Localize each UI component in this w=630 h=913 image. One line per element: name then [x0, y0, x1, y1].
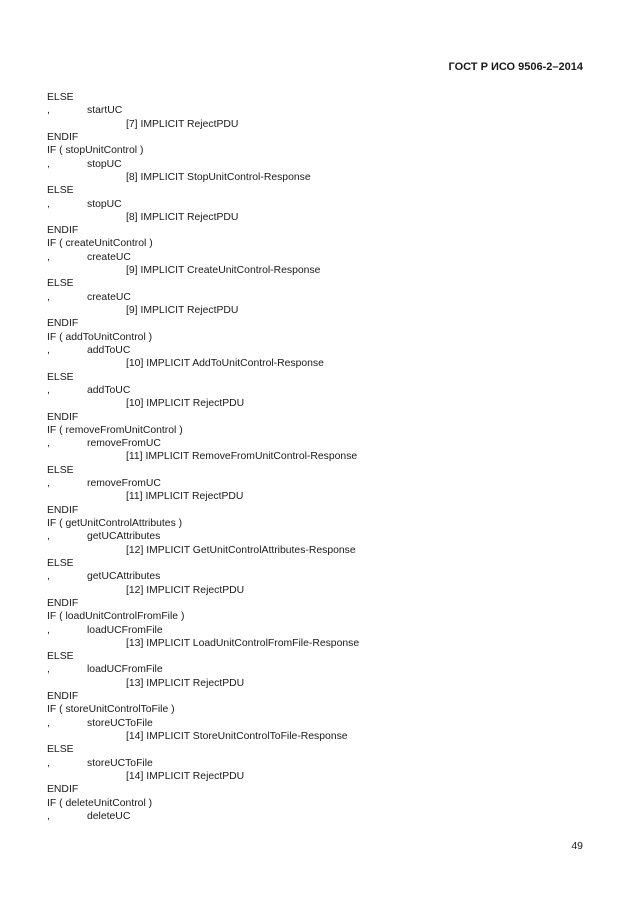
code-text: [9] IMPLICIT CreateUnitControl-Response: [126, 265, 321, 277]
code-text: IF ( storeUnitControlToFile ): [47, 704, 175, 716]
standard-header: ГОСТ Р ИСО 9506-2–2014: [448, 61, 583, 73]
code-line: [47, 198, 587, 211]
code-line: [47, 677, 587, 690]
code-text: getUCAttributes: [87, 571, 161, 583]
code-line: [47, 237, 587, 250]
code-text: [8] IMPLICIT StopUnitControl-Response: [126, 171, 311, 183]
code-line: [47, 703, 587, 716]
code-line: [47, 557, 587, 570]
code-text: [14] IMPLICIT RejectPDU: [126, 770, 245, 782]
code-text: deleteUC: [87, 810, 131, 822]
code-text: [13] IMPLICIT RejectPDU: [126, 677, 245, 689]
code-line: [47, 450, 587, 463]
separator-comma: ,: [47, 478, 50, 490]
code-text: ELSE: [47, 744, 74, 756]
code-text: [8] IMPLICIT RejectPDU: [126, 211, 239, 223]
code-line: [47, 397, 587, 410]
code-text: [10] IMPLICIT RejectPDU: [126, 398, 245, 410]
code-text: ENDIF: [47, 318, 79, 330]
code-line: [47, 304, 587, 317]
code-text: IF ( createUnitControl ): [47, 238, 153, 250]
code-line: [47, 424, 587, 437]
code-line: [47, 317, 587, 330]
code-text: removeFromUC: [87, 478, 161, 490]
page-number: 49: [571, 840, 583, 852]
code-line: [47, 597, 587, 610]
code-text: [9] IMPLICIT RejectPDU: [126, 305, 239, 316]
code-line: [47, 158, 587, 171]
separator-comma: ,: [47, 198, 50, 210]
code-line: [47, 584, 587, 597]
separator-comma: ,: [47, 158, 50, 170]
code-text: [7] IMPLICIT RejectPDU: [126, 118, 239, 130]
code-line: [47, 650, 587, 663]
code-text: addToUC: [87, 344, 131, 356]
code-line: [47, 291, 587, 304]
code-text: loadUCFromFile: [87, 624, 163, 636]
code-text: addToUC: [87, 384, 131, 396]
code-line: [47, 810, 587, 823]
separator-comma: ,: [47, 624, 50, 636]
code-text: ENDIF: [47, 225, 79, 237]
code-text: IF ( removeFromUnitControl ): [47, 424, 183, 436]
code-text: getUCAttributes: [87, 531, 161, 543]
separator-comma: ,: [47, 664, 50, 676]
separator-comma: ,: [47, 344, 50, 356]
code-line: [47, 264, 587, 277]
code-text: createUC: [87, 291, 131, 303]
code-text: stopUC: [87, 158, 122, 170]
code-text: [12] IMPLICIT RejectPDU: [126, 584, 245, 596]
code-line: [47, 384, 587, 397]
code-text: [13] IMPLICIT LoadUnitControlFromFile-Response: [126, 637, 360, 649]
code-line: [47, 184, 587, 197]
code-line: [47, 277, 587, 290]
code-line: [47, 637, 587, 650]
code-line: [47, 517, 587, 530]
code-line: [47, 211, 587, 224]
code-text: ENDIF: [47, 131, 79, 143]
code-line: [47, 144, 587, 157]
code-line: [47, 411, 587, 424]
code-text: ELSE: [47, 371, 74, 383]
code-line: [47, 331, 587, 344]
code-line: [47, 783, 587, 796]
code-text: ELSE: [47, 557, 74, 569]
code-text: createUC: [87, 251, 131, 263]
separator-comma: ,: [47, 757, 50, 769]
code-line: [47, 464, 587, 477]
code-line: [47, 91, 587, 104]
code-text: storeUCToFile: [87, 717, 153, 729]
code-line: [47, 743, 587, 756]
code-text: ENDIF: [47, 597, 79, 609]
code-text: ELSE: [47, 185, 74, 197]
code-line: [47, 437, 587, 450]
code-text: storeUCToFile: [87, 757, 153, 769]
code-line: [47, 717, 587, 730]
code-text: ELSE: [47, 278, 74, 290]
code-line: [47, 171, 587, 184]
code-text: ENDIF: [47, 784, 79, 796]
separator-comma: ,: [47, 384, 50, 396]
code-line: [47, 530, 587, 543]
code-line: [47, 251, 587, 264]
code-line: [47, 357, 587, 370]
code-text: ELSE: [47, 651, 74, 663]
code-line: [47, 797, 587, 810]
separator-comma: ,: [47, 717, 50, 729]
code-line: [47, 610, 587, 623]
code-text: ELSE: [47, 92, 74, 103]
code-line: [47, 344, 587, 357]
separator-comma: ,: [47, 291, 50, 303]
code-text: IF ( addToUnitControl ): [47, 331, 153, 343]
code-line: [47, 371, 587, 384]
code-text: stopUC: [87, 198, 122, 210]
code-line: [47, 690, 587, 703]
code-text: IF ( stopUnitControl ): [47, 145, 144, 157]
code-line: [47, 477, 587, 490]
code-line: [47, 118, 587, 131]
separator-comma: ,: [47, 571, 50, 583]
code-line: [47, 544, 587, 557]
code-line: [47, 757, 587, 770]
code-line: [47, 663, 587, 676]
separator-comma: ,: [47, 438, 50, 450]
code-line: [47, 504, 587, 517]
code-text: ENDIF: [47, 691, 79, 703]
code-line: [47, 490, 587, 503]
code-text: [10] IMPLICIT AddToUnitControl-Response: [126, 358, 324, 370]
code-line: [47, 770, 587, 783]
code-text: ENDIF: [47, 411, 79, 423]
code-text: ENDIF: [47, 504, 79, 516]
code-line: [47, 730, 587, 743]
code-text: removeFromUC: [87, 438, 161, 450]
code-line: [47, 224, 587, 237]
separator-comma: ,: [47, 531, 50, 543]
code-text: [12] IMPLICIT GetUnitControlAttributes-Response: [126, 544, 356, 556]
code-line: [47, 570, 587, 583]
code-line: [47, 104, 587, 117]
code-text: [14] IMPLICIT StoreUnitControlToFile-Response: [126, 731, 348, 742]
separator-comma: ,: [47, 251, 50, 263]
code-text: ELSE: [47, 464, 74, 476]
code-text: IF ( loadUnitControlFromFile ): [47, 611, 185, 623]
code-text: IF ( deleteUnitControl ): [47, 797, 153, 809]
code-text: startUC: [87, 105, 123, 117]
code-line: [47, 624, 587, 637]
code-text: [11] IMPLICIT RemoveFromUnitControl-Response: [126, 451, 358, 463]
separator-comma: ,: [47, 105, 50, 117]
asn1-code-listing: [47, 91, 587, 823]
code-line: [47, 131, 587, 144]
code-text: [11] IMPLICIT RejectPDU: [126, 491, 244, 503]
code-text: IF ( getUnitControlAttributes ): [47, 518, 183, 529]
separator-comma: ,: [47, 810, 50, 822]
code-text: loadUCFromFile: [87, 664, 163, 676]
